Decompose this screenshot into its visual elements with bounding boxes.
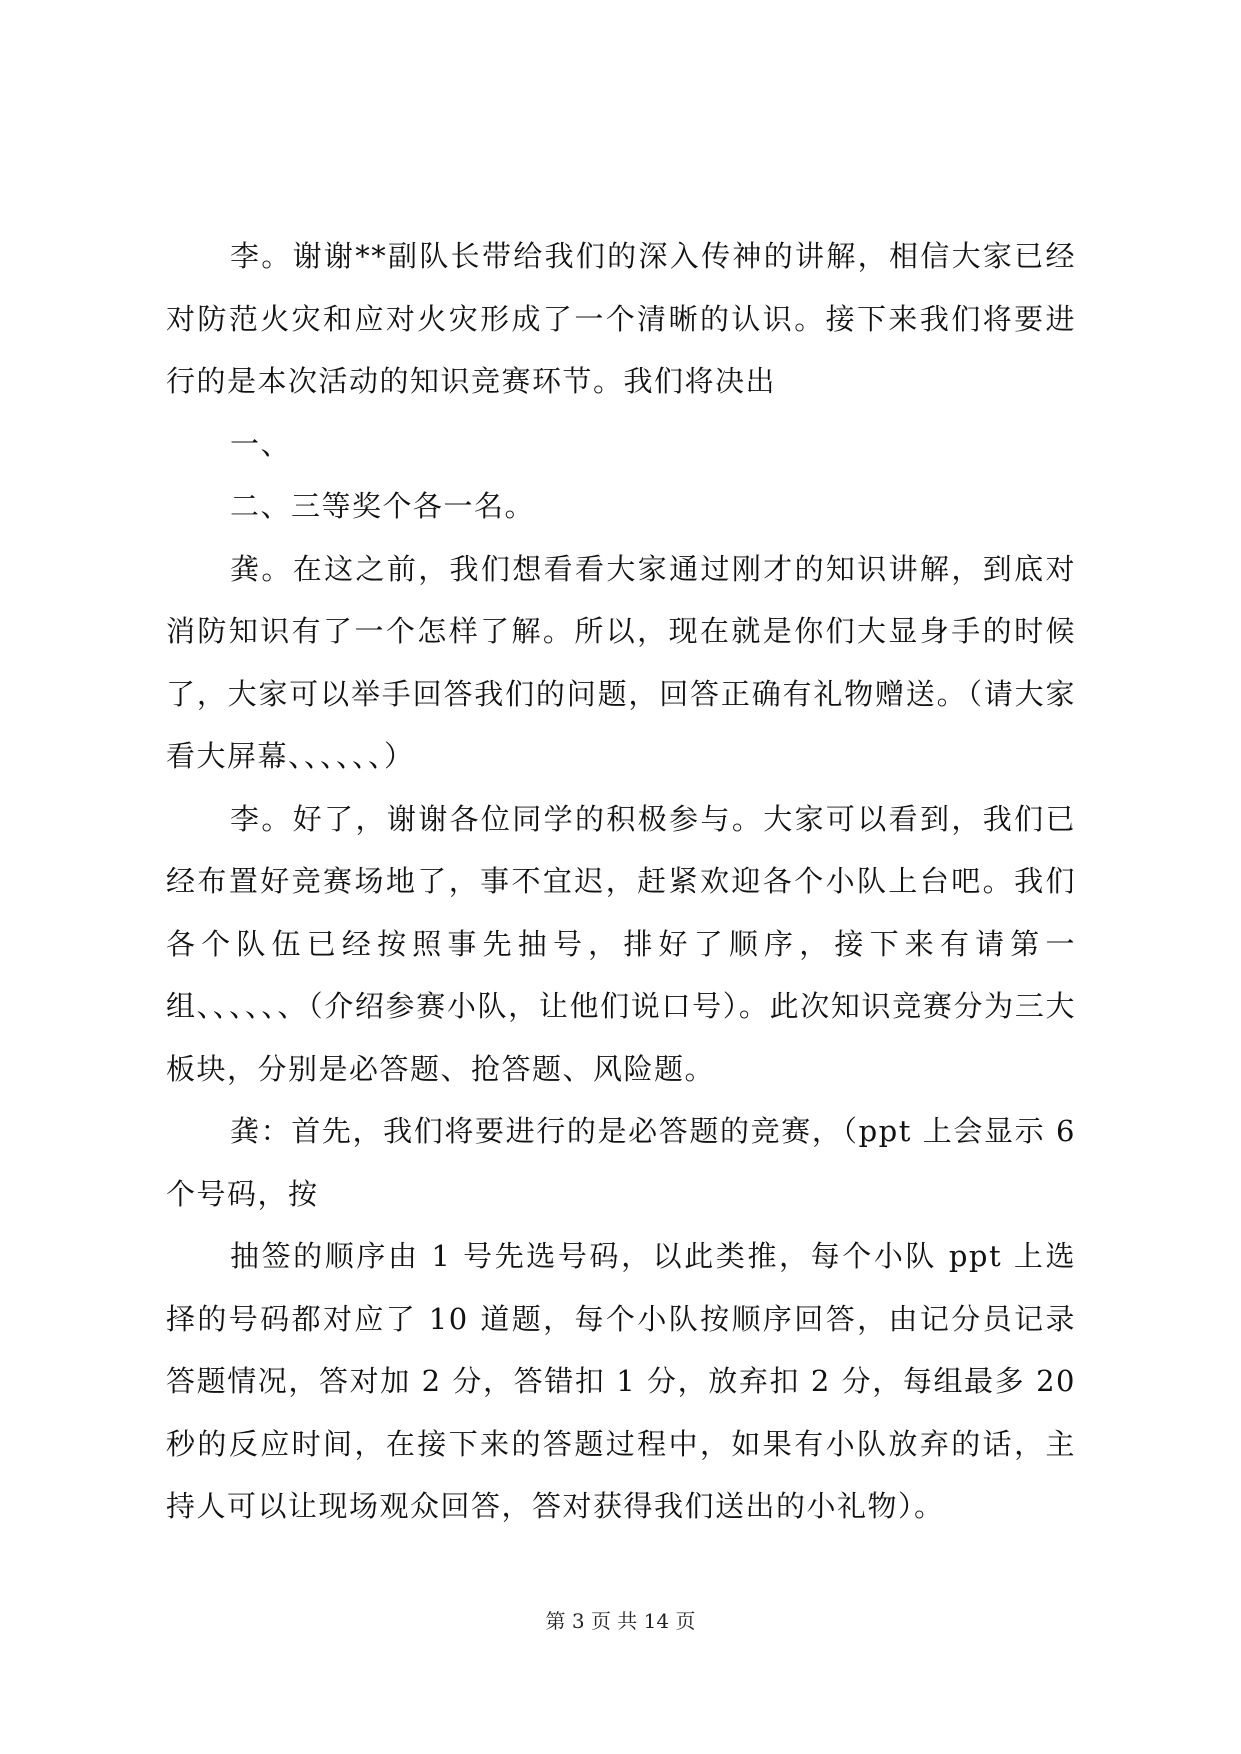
- paragraph: 龚。在这之前，我们想看看大家通过刚才的知识讲解，到底对消防知识有了一个怎样了解。所以，现在就是你们大显身手的时候了，大家可以举手回答我们的问题，回答正确有礼物赠送。（请大家看大屏幕、、、、、、）: [166, 551, 1076, 773]
- paragraph: 龚：首先，我们将要进行的是必答题的竞赛，（ppt 上会显示 6 个号码，按: [166, 1114, 1076, 1211]
- paragraph: 二、三等奖个各一名。: [230, 489, 536, 523]
- paragraph: 李。谢谢**副队长带给我们的深入传神的讲解，相信大家已经对防范火灾和应对火灾形成了一个清晰的认识。接下来我们将要进行的是本次活动的知识竞赛环节。我们将决出: [166, 239, 1076, 398]
- paragraph: 抽签的顺序由 1 号先选号码，以此类推，每个小队 ppt 上选择的号码都对应了 10 道题，每个小队按顺序回答，由记分员记录答题情况，答对加 2 分，答错扣 1 分，放弃扣 2 分，每组最多 20 秒的反应时间，在接下来的答题过程中，如果有小队放弃的话，主持人可以让现场观众回答，答对获得我们送出的小礼物）。: [166, 1239, 1076, 1523]
- page-number-footer: 第 3 页 共 14 页: [545, 1609, 696, 1633]
- paragraph: 一、: [230, 426, 292, 461]
- paragraph: 李。好了，谢谢各位同学的积极参与。大家可以看到，我们已经布置好竞赛场地了，事不宜迟，赶紧欢迎各个小队上台吧。我们各个队伍已经按照事先抽号，排好了顺序，接下来有请第一组、、、、、、（介绍参赛小队，让他们说口号）。此次知识竞赛分为三大板块，分别是必答题、抢答题、风险题。: [166, 801, 1076, 1086]
- document-body: [166, 225, 1076, 1538]
